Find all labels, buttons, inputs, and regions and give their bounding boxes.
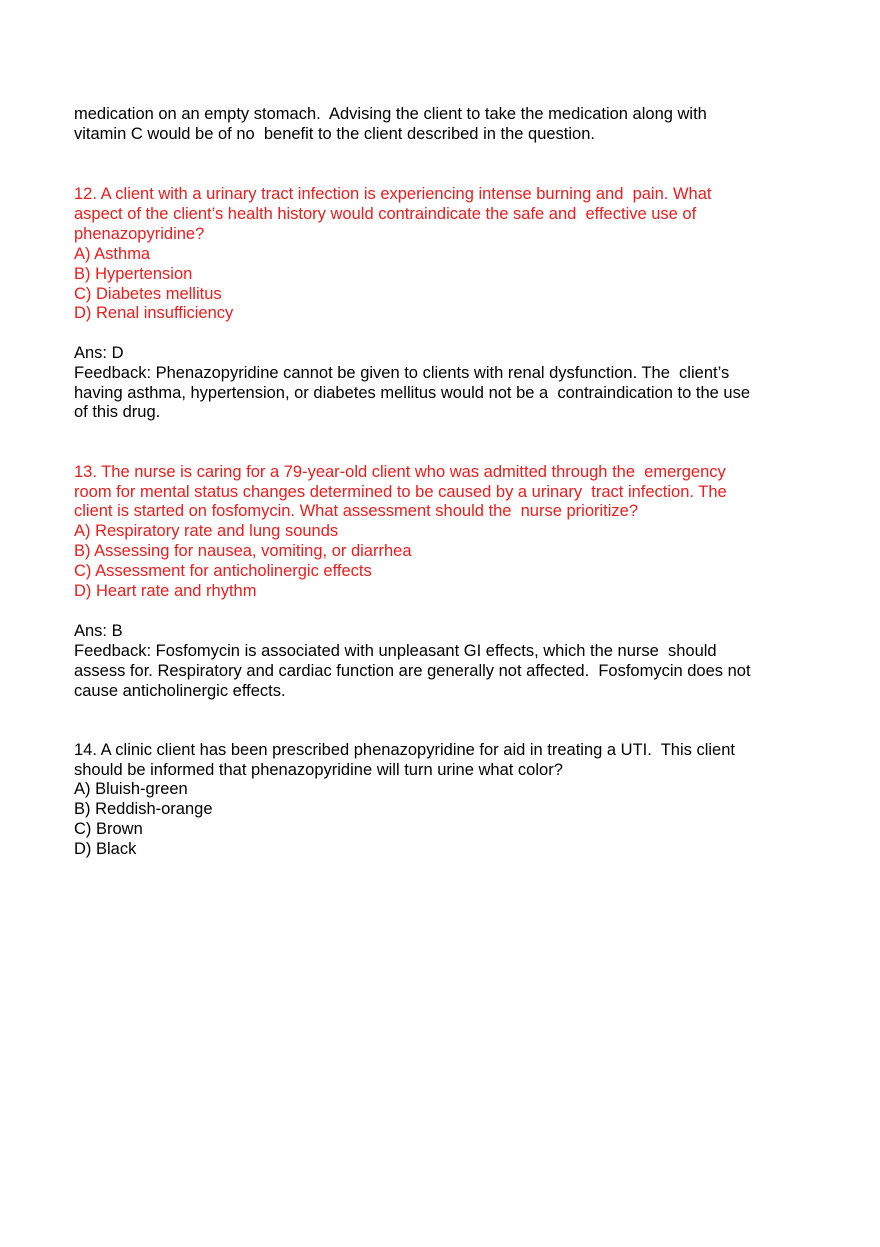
question-13-text-line: room for mental status changes determined to be caused by a urinary tract infection. The (74, 483, 727, 501)
question-14-text-line: should be informed that phenazopyridine will turn urine what color? (74, 761, 563, 779)
question-12-feedback-line: of this drug. (74, 403, 161, 421)
question-13-feedback-line: cause anticholinergic effects. (74, 682, 286, 700)
question-14-text-line: 14. A clinic client has been prescribed phenazopyridine for aid in treating a UTI. This client (74, 741, 735, 759)
question-13-option-c: C) Assessment for anticholinergic effects (74, 562, 372, 580)
question-13-feedback-line: Feedback: Fosfomycin is associated with unpleasant GI effects, which the nurse should (74, 642, 717, 660)
question-12-option-a: A) Asthma (74, 245, 151, 263)
question-14-option-a: A) Bluish-green (74, 780, 188, 798)
question-12-feedback-line: having asthma, hypertension, or diabetes mellitus would not be a contraindication to the use (74, 384, 750, 402)
question-13-answer: Ans: B (74, 622, 123, 640)
question-12-text-line: phenazopyridine? (74, 225, 205, 243)
question-13-text-line: client is started on fosfomycin. What assessment should the nurse prioritize? (74, 502, 639, 520)
question-13-option-b: B) Assessing for nausea, vomiting, or diarrhea (74, 542, 412, 560)
intro-line: vitamin C would be of no benefit to the client described in the question. (74, 125, 595, 143)
question-12-option-d: D) Renal insufficiency (74, 304, 234, 322)
question-13-option-a: A) Respiratory rate and lung sounds (74, 522, 339, 540)
question-12-text-line: 12. A client with a urinary tract infection is experiencing intense burning and pain. What (74, 185, 712, 203)
intro-line: medication on an empty stomach. Advising the client to take the medication along with (74, 105, 707, 123)
question-13-feedback-line: assess for. Respiratory and cardiac function are generally not affected. Fosfomycin does not (74, 662, 751, 680)
question-12-option-b: B) Hypertension (74, 265, 193, 283)
question-13-option-d: D) Heart rate and rhythm (74, 582, 257, 600)
question-14-option-b: B) Reddish-orange (74, 800, 213, 818)
question-14-option-d: D) Black (74, 840, 137, 858)
question-12-feedback-line: Feedback: Phenazopyridine cannot be given to clients with renal dysfunction. The client’s (74, 364, 730, 382)
question-13-text-line: 13. The nurse is caring for a 79-year-old client who was admitted through the emergency (74, 463, 726, 481)
question-14-option-c: C) Brown (74, 820, 143, 838)
question-12-option-c: C) Diabetes mellitus (74, 285, 222, 303)
question-12-text-line: aspect of the client’s health history would contraindicate the safe and effective use of (74, 205, 697, 223)
question-12-answer: Ans: D (74, 344, 124, 362)
